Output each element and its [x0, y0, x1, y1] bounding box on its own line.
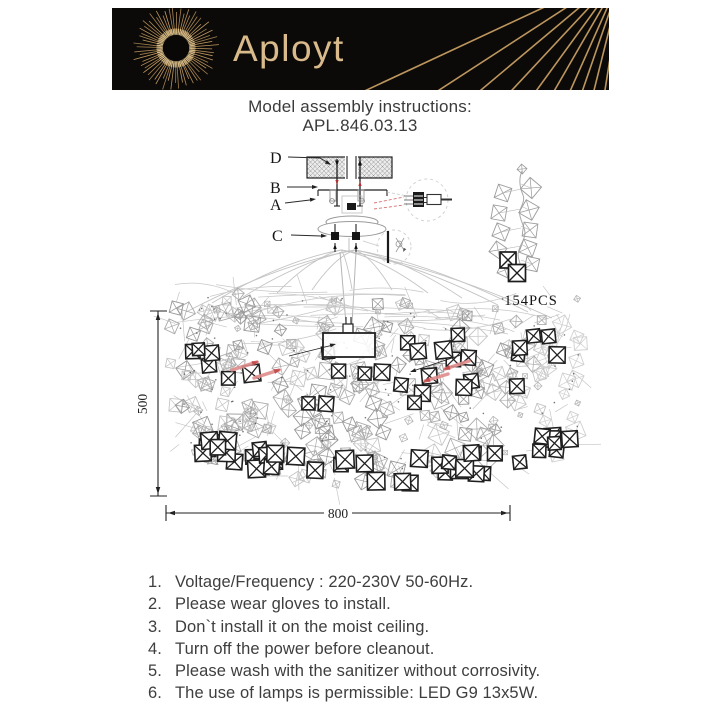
- instruction-number: 6.: [148, 684, 162, 703]
- instruction-item: [140, 638, 610, 660]
- part-label-d: D: [270, 150, 282, 167]
- instruction-text: Please wash with the sanitizer without corrosivity.: [175, 662, 541, 681]
- width-value: 800: [327, 506, 349, 521]
- wire-connector-detail: [374, 179, 452, 221]
- instruction-text: Turn off the power before cleanout.: [175, 639, 435, 658]
- strand-count-label: 154PCS: [504, 293, 558, 309]
- banner-decoration: [112, 8, 609, 90]
- instruction-number: 4.: [148, 639, 162, 658]
- plug: [427, 195, 441, 205]
- part-label-a: A: [270, 197, 282, 214]
- instruction-list: [140, 571, 610, 705]
- instruction-item: [140, 571, 610, 593]
- instruction-item: [140, 660, 610, 682]
- center-hub: [347, 203, 356, 210]
- sunburst-logo-icon: [134, 8, 219, 89]
- mount-assembly: [307, 156, 392, 253]
- instruction-item: [140, 593, 610, 615]
- instruction-number: 3.: [148, 617, 162, 636]
- instruction-text: Please wear gloves to install.: [175, 595, 391, 614]
- height-value: 500: [135, 393, 150, 415]
- title-block: [0, 97, 720, 135]
- part-label-b: B: [270, 180, 281, 197]
- brand-name: Aployt: [233, 28, 345, 69]
- instruction-text: The use of lamps is permissible: LED G9 13x5W.: [175, 684, 539, 703]
- instruction-number: 5.: [148, 662, 162, 681]
- instruction-number: 2.: [148, 595, 162, 614]
- crystal-strand-detail: [489, 164, 542, 281]
- cable-connector-left: [331, 232, 339, 240]
- instruction-text: Voltage/Frequency : 220-230V 50-60Hz.: [175, 573, 474, 591]
- page-title: Model assembly instructions:: [248, 97, 472, 116]
- part-label-c: C: [272, 228, 283, 245]
- height-dimension: [150, 311, 167, 496]
- instruction-text: Don`t install it on the moist ceiling.: [175, 617, 430, 636]
- instruction-number: 1.: [148, 573, 162, 591]
- instruction-item: [140, 682, 610, 704]
- cable-connector-right: [352, 232, 360, 240]
- assembly-diagram: [0, 140, 720, 565]
- model-number: APL.846.03.13: [302, 116, 418, 135]
- brand-banner: [112, 8, 609, 90]
- instruction-item: [140, 616, 610, 638]
